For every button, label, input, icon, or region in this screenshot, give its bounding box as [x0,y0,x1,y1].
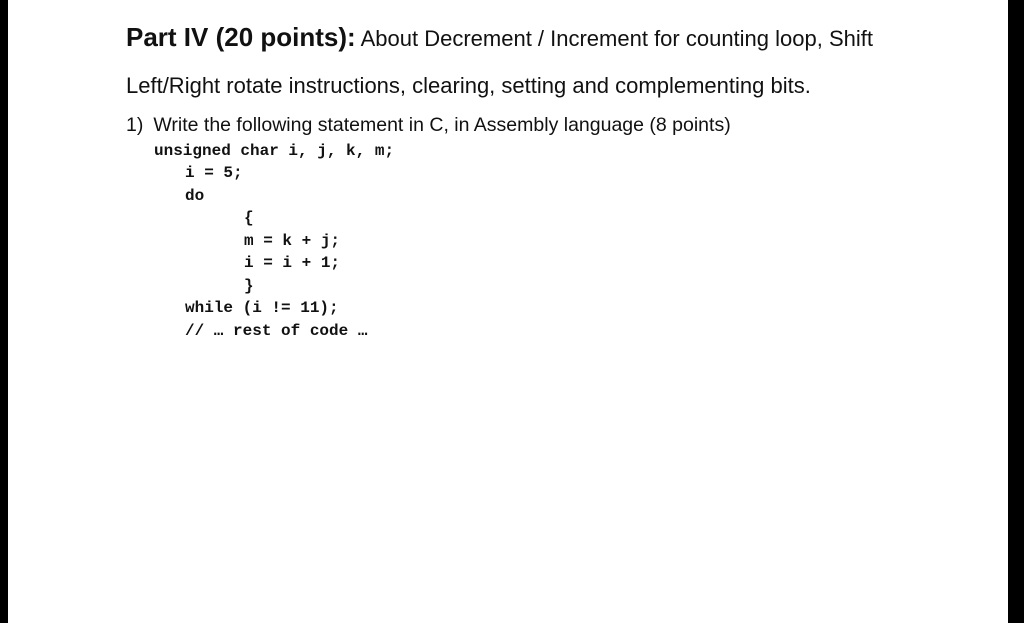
code-open-brace: { [244,209,254,227]
question-number: 1) [126,114,144,136]
code-init: i = 5; [185,164,243,182]
code-comment: // … rest of code … [185,322,368,340]
part-heading [126,23,873,53]
code-statement-1: m = k + j; [244,232,341,250]
question-text: Write the following statement in C, in Assembly language (8 points) [153,114,731,136]
code-do-keyword: do [185,187,205,205]
code-declaration: unsigned char i, j, k, m; [154,142,395,160]
code-close-brace: } [244,277,254,295]
part-description-line2: Left/Right rotate instructions, clearing, setting and complementing bits. [126,73,811,98]
part-description-line1: About Decrement / Increment for counting loop, Shift [355,26,873,51]
document-page [8,0,1008,623]
part-title: Part IV (20 points): [126,22,356,52]
code-while: while (i != 11); [185,299,339,317]
code-statement-2: i = i + 1; [244,254,341,272]
question-1 [126,113,731,137]
